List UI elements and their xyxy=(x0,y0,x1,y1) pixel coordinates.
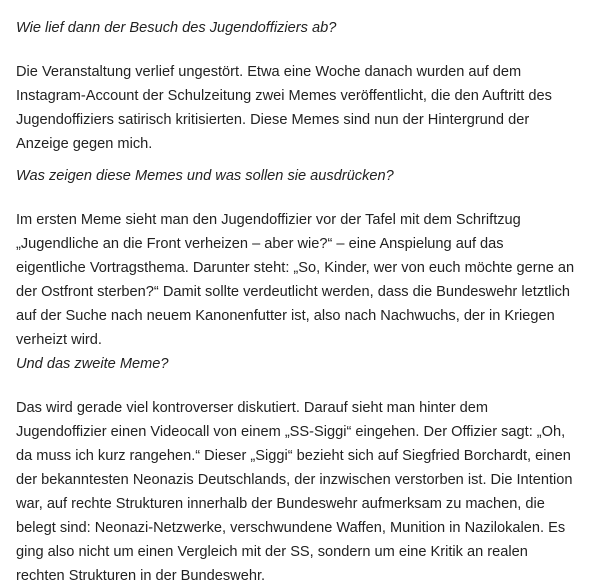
answer-line: „Jugendliche an die Front verheizen – aber wie?“ – eine Anspielung auf das xyxy=(16,236,504,252)
interview-question: Und das zweite Meme? xyxy=(16,356,169,372)
interview-answer xyxy=(16,60,591,156)
answer-line: da muss ich kurz rangehen.“ Dieser „Siggi“ bezieht sich auf Siegfried Borchardt, einen xyxy=(16,448,571,464)
answer-line: verheizt wird. xyxy=(16,332,102,348)
interview-question: Was zeigen diese Memes und was sollen sie ausdrücken? xyxy=(16,168,394,184)
answer-line: Jugendoffizier einen Videocall von einem „SS-Siggi“ eingehen. Der Offizier sagt: „Oh, xyxy=(16,424,566,440)
answer-line: belegt sind: Neonazi-Netzwerke, verschwundene Waffen, Munition in Nazilokalen. Es xyxy=(16,520,566,536)
interview-answer xyxy=(16,396,591,588)
answer-line: rechten Strukturen in der Bundeswehr. xyxy=(16,568,266,584)
answer-line: der Ostfront sterben?“ Damit sollte verdeutlicht werden, dass die Bundeswehr letztlich xyxy=(16,284,571,300)
interview-question: Wie lief dann der Besuch des Jugendoffiziers ab? xyxy=(16,20,337,36)
interview-answer xyxy=(16,208,591,352)
answer-line: Instagram-Account der Schulzeitung zwei Memes veröffentlicht, die den Auftritt des xyxy=(16,88,552,104)
answer-line: war, auf rechte Strukturen innerhalb der Bundeswehr aufmerksam zu machen, die xyxy=(16,496,545,512)
answer-line: auf der Suche nach neuem Kanonenfutter ist, also nach Nachwuchs, der in Kriegen xyxy=(16,308,555,324)
answer-line: Anzeige gegen mich. xyxy=(16,136,153,152)
answer-line: Die Veranstaltung verlief ungestört. Etwa eine Woche danach wurden auf dem xyxy=(16,64,522,80)
answer-line: Jugendoffiziers satirisch kritisierten. Diese Memes sind nun der Hintergrund der xyxy=(16,112,530,128)
answer-line: Im ersten Meme sieht man den Jugendoffizier vor der Tafel mit dem Schriftzug xyxy=(16,212,521,228)
answer-line: eigentliche Vortragsthema. Darunter steht: „So, Kinder, wer von euch möchte gerne an xyxy=(16,260,575,276)
answer-line: ging also nicht um einen Vergleich mit der SS, sondern um eine Kritik an realen xyxy=(16,544,528,560)
answer-line: der bekanntesten Neonazis Deutschlands, der inzwischen verstorben ist. Die Intention xyxy=(16,472,573,488)
answer-line: Das wird gerade viel kontroverser diskutiert. Darauf sieht man hinter dem xyxy=(16,400,489,416)
